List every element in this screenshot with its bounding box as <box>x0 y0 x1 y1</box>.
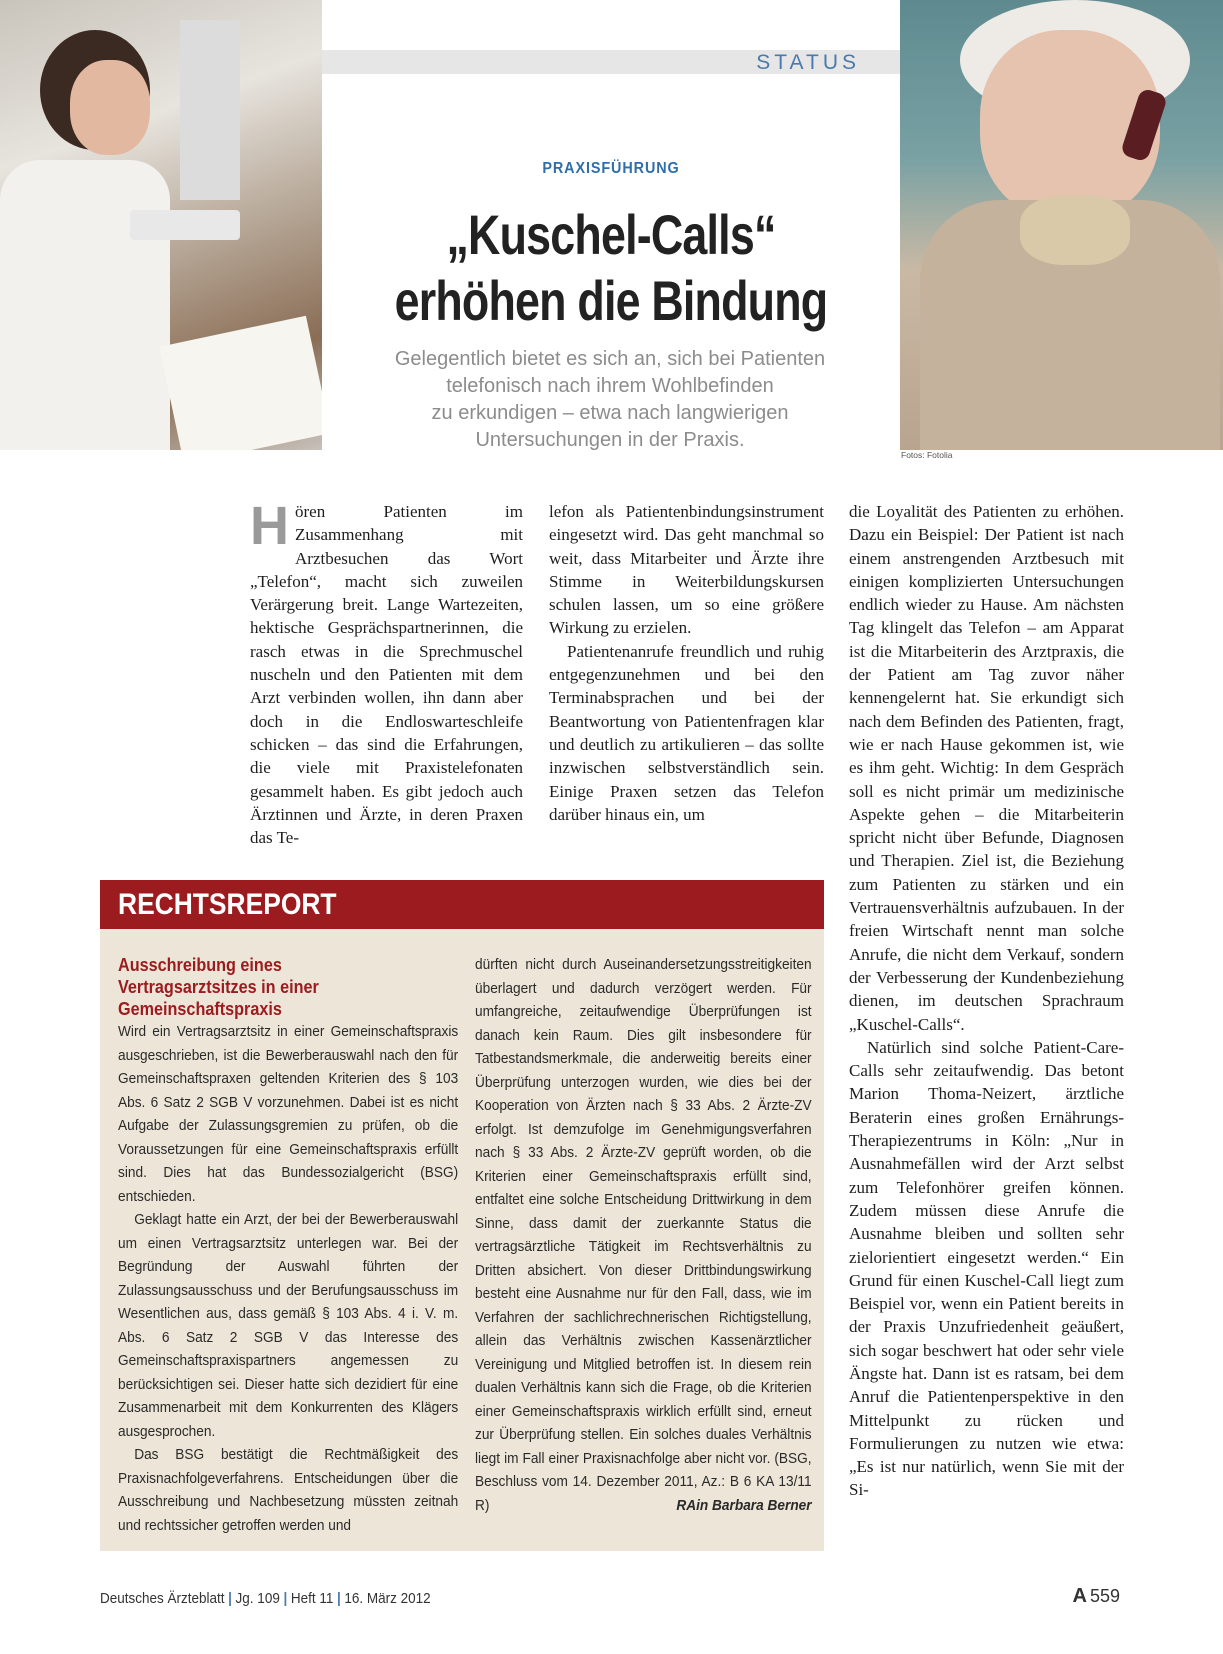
footer-separator: | <box>228 1590 232 1607</box>
photo-scarf-shape <box>1020 195 1130 265</box>
photo-paper-shape <box>159 316 322 450</box>
photo-elderly-woman-on-phone <box>900 0 1223 450</box>
footer-date: 16. März 2012 <box>344 1590 431 1607</box>
rechtsreport-title: RECHTSREPORT <box>118 888 337 921</box>
article-paragraph: lefon als Patientenbindungsinstrument eingesetzt wird. Das geht manchmal so weit, dass Mitarbeiter und Ärzte ihre Stimme in Weiterbildungskursen schulen lassen, um so eine größere Wirkung zu erzielen. <box>549 502 824 638</box>
rechtsreport-paragraph: Wird ein Vertragsarztsitz in einer Gemeinschaftspraxis ausgeschrieben, ist die Bewerberauswahl nach den für Gemeinschaftspraxen geltenden Kriterien des § 103 Abs. 6 Satz 2 SGB V vorzunehmen. Dabei ist es nicht Aufgabe der Zulassungsgremien zu prüfen, ob die Voraussetzungen für eine Gemeinschaftspraxis erfüllt sind. Dies hat das Bundessozialgericht (BSG) entschieden. <box>118 1023 459 1205</box>
headline-line-1: „Kuschel-Calls“ <box>446 203 776 266</box>
photo-doctor-on-phone <box>0 0 322 450</box>
photo-keyboard-shape <box>130 210 240 240</box>
section-bar <box>322 50 900 74</box>
footer-volume: Jg. 109 <box>235 1590 280 1607</box>
footer-issue: Heft 11 <box>290 1590 334 1607</box>
article-paragraph: die Loyalität des Patienten zu erhöhen. Dazu ein Beispiel: Der Patient ist nach einem anstrengenden Arztbesuch mit einigen komplizierten Untersuchungen endlich wieder zu Hause. Am nächsten Tag klingelt das Telefon – am Apparat ist die Mitarbeiterin des Arztpraxis, die der Patient am Tag zuvor näher kennengelernt hat. Sie erkundigt sich nach dem Befinden des Patienten, fragt, wie er nach Hause gekommen ist, wie es ihm geht. Wichtig: In dem Gespräch soll es nicht primär um medizinische Aspekte gehen – die Mitarbeiterin spricht nicht über Befunde, Diagnosen und Therapien. Ziel ist, die Beziehung zum Patienten zu stärken und ein Vertrauensverhältnis aufzubauen. In der freien Wirtschaft nennt man solche Anrufe, die nicht dem Verkauf, sondern der Verbesserung der Kundenbeziehung dienen, im deutschen Sprachraum „Kuschel-Calls“. <box>849 502 1124 1034</box>
page-number-value: 559 <box>1089 1586 1120 1606</box>
subhead-line-3: zu erkundigen – etwa nach langwierigen <box>431 402 789 424</box>
rechtsreport-paragraph: Geklagt hatte ein Arzt, der bei der Bewerberauswahl um einen Vertragsarztsitz unterlegen war. Bei der Begründung der Auswahl führten der Zulassungsausschuss und der Berufungsausschuss im Wesentlichen aus, dass gemäß § 103 Abs. 4 i. V. m. Abs. 6 Satz 2 SGB V das Interesse des Gemeinschaftspraxispartners angemessen zu berücksichtigen sei. Dieser hatte sich dezidiert für eine Zusammenarbeit mit dem Konkurrenten des Klägers ausgesprochen. <box>118 1211 459 1440</box>
article-paragraph: Patientenanrufe freundlich und ruhig entgegenzunehmen und bei den Terminabsprachen und bei der Beantwortung von Patientenfragen klar und deutlich zu artikulieren – das sollte inzwischen selbstverständlich sein. Einige Praxen setzen das Telefon darüber hinaus ein, um <box>549 641 824 824</box>
article-headline <box>380 202 842 334</box>
rechtsreport-paragraph: Das BSG bestätigt die Rechtmäßigkeit des Praxisnachfolgeverfahrens. Entscheidungen über die Ausschreibung und Nachbesetzung müssten zeitnah und rechtssicher getroffen werden und <box>118 1446 459 1534</box>
article-column-3 <box>849 500 1124 1502</box>
subhead-line-4: Untersuchungen in der Praxis. <box>475 429 745 451</box>
rechtsreport-text: dürften nicht durch Auseinandersetzungsstreitigkeiten überlagert und dadurch verzögert werden. Für umfangreiche, zeitaufwendige Überprüfungen ist danach kein Raum. Dies gilt insbesondere für Tatbestandsmerkmale, die anderweitig bereits einer Überprüfung unterzogen wurden, wie dies bei der Kooperation von Ärzten nach § 33 Abs. 2 Ärzte-ZV erfolgt. Ist demzufolge im Genehmigungsverfahren nach § 33 Abs. 2 Ärzte-ZV geprüft worden, ob die Kriterien einer Gemeinschaftspraxis erfüllt sind, entfaltet eine solche Entscheidung Drittwirkung in dem Sinne, dass damit der zuerkannte Status die vertragsärztliche Tätigkeit im Rechtsverhältnis zu Dritten absichert. Von dieser Drittbindungswirkung besteht eine Ausnahme nur für den Fall, dass, wie im Verfahren der sachlichrechnerischen Richtigstellung, allein das Verhältnis zwischen Kassenärztlicher Vereinigung und Mitglied betroffen ist. In diesem rein dualen Verhältnis kann sich die Frage, ob die Kriterien einer Gemeinschaftspraxis wirklich erfüllt sind, erneut zur Überprüfung stellen. Ein solches duales Verhältnis liegt im Fall einer Praxisnachfolge aber nicht vor. (BSG, Beschluss vom 14. Dezember 2011, Az.: B 6 KA 13/11 R) <box>475 956 812 1514</box>
article-paragraph: Natürlich sind solche Patient-Care-Calls sehr zeitaufwendig. Das betont Marion Thoma-Neizert, ärztliche Beraterin eines großen Ernährungs-Therapiezentrums in Köln: „Nur in Ausnahmefällen wird der Arzt selbst zum Telefonhörer greifen können. Zudem müssen diese Anrufe die Ausnahme bleiben und sollten sehr zielorientiert eingesetzt werden.“ Ein Grund für einen Kuschel-Call liegt zum Beispiel vor, wenn ein Patient bereits in der Praxis Unzufriedenheit geäußert, sich sogar beschwert hat oder sehr viele Ängste hat. Dann ist es ratsam, bei dem Anruf die Patientenperspektive in den Mittelpunkt zu rücken und Formulierungen zu nutzen wie etwa: „Es ist nur natürlich, wenn Sie mit der Si- <box>849 1037 1124 1500</box>
photo-credit: Fotos: Fotolia <box>901 450 953 460</box>
photo-monitor-shape <box>180 20 240 200</box>
rechtsreport-author: RAin Barbara Berner <box>676 1496 812 1514</box>
photo-face-shape <box>70 60 150 155</box>
rechtsreport-column-1 <box>118 1020 458 1537</box>
section-label: STATUS <box>756 51 860 74</box>
photo-coat-shape <box>0 160 170 450</box>
footer-separator: | <box>283 1590 288 1607</box>
subhead-line-2: telefonisch nach ihrem Wohlbefinden <box>446 375 774 397</box>
drop-cap: H <box>250 496 289 556</box>
footer-citation <box>100 1590 431 1607</box>
page-prefix: A <box>1072 1585 1087 1607</box>
article-subhead <box>340 346 880 454</box>
subhead-line-1: Gelegentlich bietet es sich an, sich bei Patienten <box>394 348 826 370</box>
rechtsreport-heading: Ausschreibung eines Vertragsarztsitzes in einer Gemeinschaftspraxis <box>118 955 319 1019</box>
headline-line-2: erhöhen die Bindung <box>394 269 828 332</box>
article-paragraph: ören Patienten im Zusammenhang mit Arztbesuchen das Wort „Telefon“, macht sich zuweilen Verärgerung breit. Lange Wartezeiten, hektische Gesprächspartnerinnen, die rasch etwas in die Sprechmuschel nuscheln und den Patienten mit dem Arzt verbinden wollen, ihn dann aber doch in die Endloswarteschleife schicken – das sind die Erfahrungen, die viele mit Praxistelefonaten gesammelt haben. Es gibt jedoch auch Ärztinnen und Ärzte, in deren Praxen das Te- <box>250 502 523 848</box>
page-number <box>1073 1585 1121 1608</box>
article-column-1 <box>250 496 523 849</box>
article-kicker: PRAXISFÜHRUNG <box>542 160 680 177</box>
rechtsreport-column-2 <box>475 953 812 1517</box>
rechtsreport-paragraph <box>475 953 812 1517</box>
rechtsreport-header <box>100 880 824 929</box>
article-column-2 <box>549 500 824 826</box>
footer-journal: Deutsches Ärzteblatt <box>100 1590 225 1607</box>
footer-separator: | <box>336 1590 341 1607</box>
rechtsreport-box <box>100 880 824 1551</box>
